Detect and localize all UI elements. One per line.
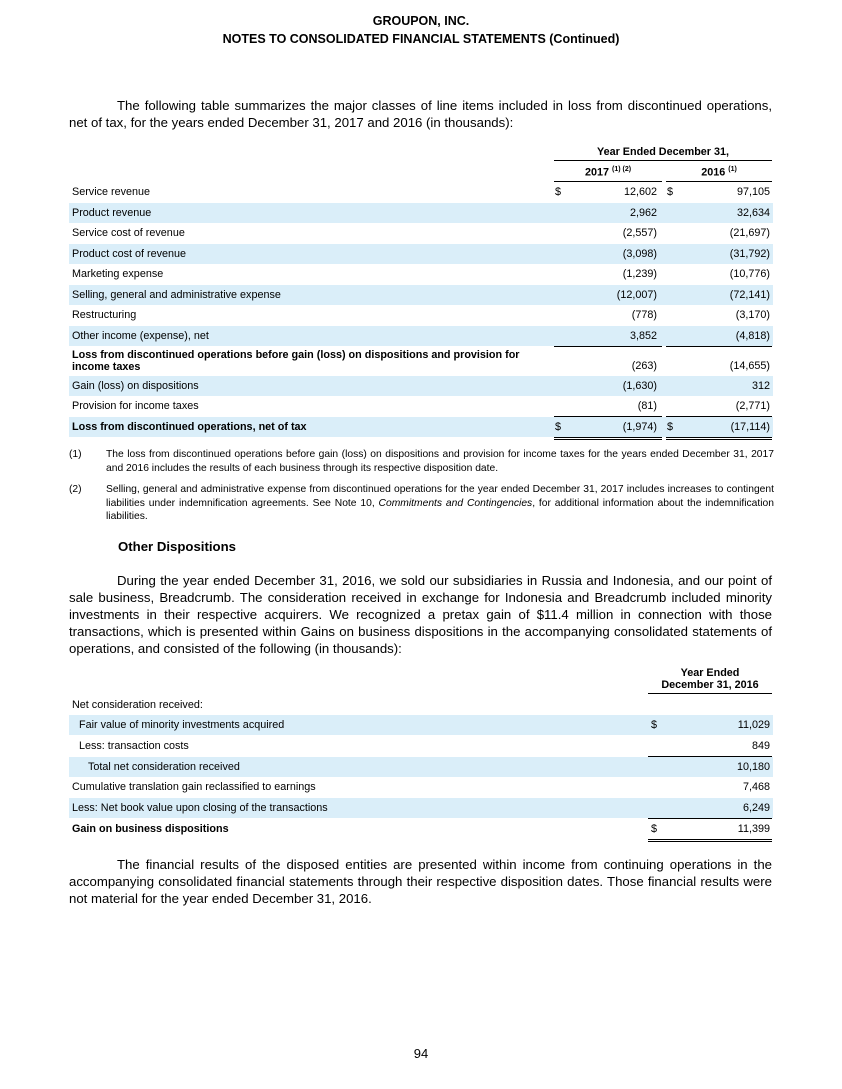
footnote-2: (2) Selling, general and administrative expense from discontinued operations for the year ended December 31, 2017 includes increases to contingent liabilities under indemnification agreements. See Note 10, Commitments and Contingencies, for additional information about the indemnification liabilities. xyxy=(69,484,774,522)
double-rule-2017 xyxy=(554,437,662,438)
table2-double-rule xyxy=(648,839,772,840)
table1-header-rule xyxy=(554,160,772,161)
dispositions-paragraph: During the year ended December 31, 2016, we sold our subsidiaries in Russia and Indonesia, and our point of sale business, Breadcrumb. The consideration received in exchange for Indonesia and Breadcrumb included minority investments in their respective acquirers. We recognized a pretax gain of $11.4 million in connection with those transactions, which is presented within Gains on business dispositions in the accompanying consolidated statements of operations, and consisted of the following (in thousands): xyxy=(69,573,772,656)
table-row: Less: transaction costs 849 xyxy=(79,740,770,752)
table1-col-2016: 2016 $^{(1)}$ xyxy=(701,166,737,179)
table-row: Provision for income taxes (81) (2,771) xyxy=(72,400,770,412)
table-row-total: Gain on business dispositions $ 11,399 xyxy=(72,823,770,835)
footnote-1: (1) The loss from discontinued operations before gain (loss) on dispositions and provision for income taxes for the years ended December 31, 2017 and 2016 includes the results of each business through its respective disposition date. xyxy=(69,449,774,474)
table-row: Net consideration received: xyxy=(72,699,203,711)
table2-double-rule-b xyxy=(648,841,772,842)
table2-header: Year Ended December 31, 2016 xyxy=(661,667,759,691)
row-label: Loss from discontinued operations before gain (loss) on dispositions and provision for income taxes xyxy=(72,349,520,373)
table-row: Marketing expense (1,239) (10,776) xyxy=(72,268,770,280)
table-row: Restructuring (778) (3,170) xyxy=(72,309,770,321)
double-rule-2016 xyxy=(666,437,772,438)
table-row: Loss from discontinued operations before gain (loss) on dispositions and provision for income taxes (263) (14,655) xyxy=(72,349,770,373)
table-row: Product revenue 2,962 32,634 xyxy=(69,203,773,223)
intro-paragraph: The following table summarizes the major classes of line items included in loss from discontinued operations, net of tax, for the years ended December 31, 2017 and 2016 (in thousands): xyxy=(69,98,772,130)
double-rule-2016b xyxy=(666,439,772,440)
table-row: Fair value of minority investments acquired $ 11,029 xyxy=(69,715,773,735)
page-number: 94 xyxy=(413,1046,429,1061)
table-row: Other income (expense), net 3,852 (4,818) xyxy=(69,326,773,346)
company-name: GROUPON, INC. xyxy=(372,14,470,28)
table2-header-rule xyxy=(648,693,772,694)
closing-paragraph: The financial results of the disposed entities are presented within income from continuing operations in the accompanying consolidated financial statements through their respective disposition dates. Those financial results were not material for the year ended December 31, 2016. xyxy=(69,857,772,906)
table-row: Total net consideration received 10,180 xyxy=(69,757,773,777)
table-row: Less: Net book value upon closing of the transactions 6,249 xyxy=(69,798,773,818)
table-row: Service cost of revenue (2,557) (21,697) xyxy=(72,227,770,239)
table-row: Product cost of revenue (3,098) (31,792) xyxy=(69,244,773,264)
table-row: Cumulative translation gain reclassified to earnings 7,468 xyxy=(72,781,770,793)
double-rule-2017b xyxy=(554,439,662,440)
table1-col-2017: 2017 $^{(1) (2)}$ xyxy=(584,166,632,179)
table-row: Selling, general and administrative expense (12,007) (72,141) xyxy=(69,285,773,305)
section-title: NOTES TO CONSOLIDATED FINANCIAL STATEMENTS (Continued) xyxy=(222,32,620,46)
table-row: Service revenue $ 12,602 $ 97,105 xyxy=(72,186,770,198)
table1-period-header: Year Ended December 31, xyxy=(596,146,730,158)
table-row-total: Loss from discontinued operations, net of tax $ (1,974) $ (17,114) xyxy=(69,417,773,437)
table-row: Gain (loss) on dispositions (1,630) 312 xyxy=(69,376,773,396)
section-heading: Other Dispositions xyxy=(118,539,236,554)
